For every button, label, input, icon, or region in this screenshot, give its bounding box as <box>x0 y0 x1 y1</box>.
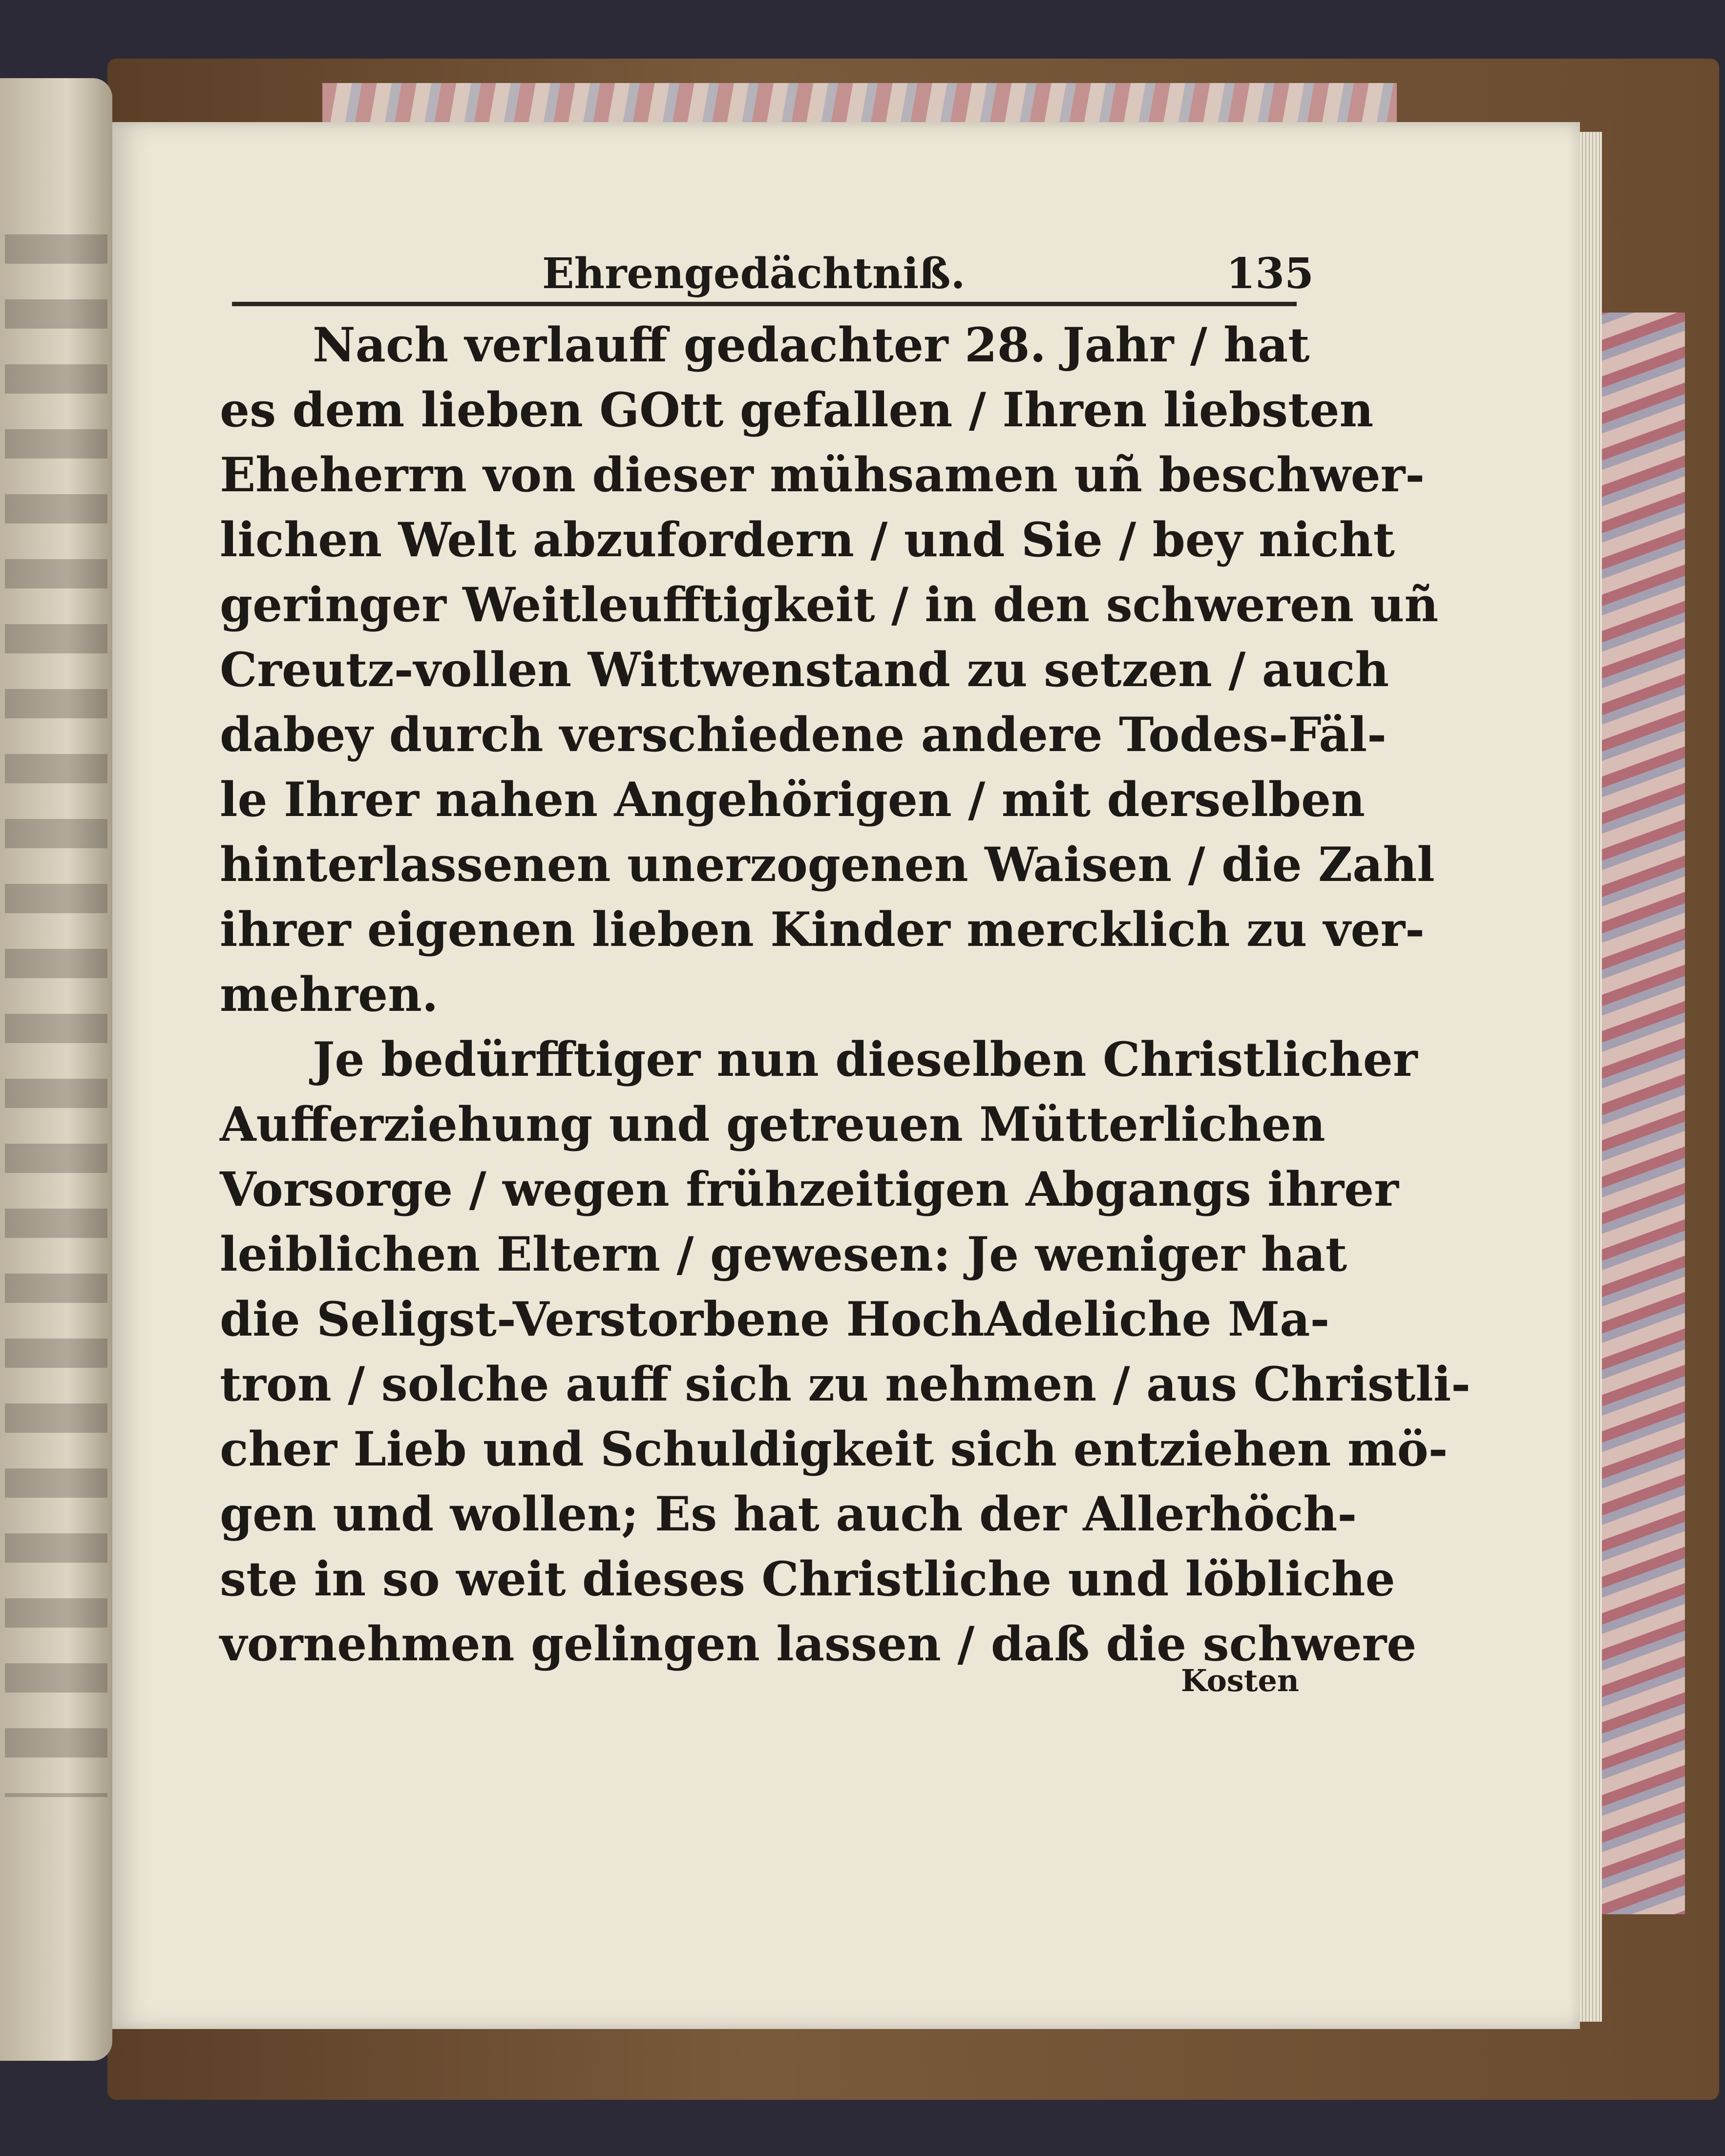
text-line: lichen Welt abzufordern / und Sie / bey nicht <box>220 512 1395 567</box>
text-line: gen und wollen; Es hat auch der Allerhöch- <box>220 1486 1357 1542</box>
text-line: le Ihrer nahen Angehörigen / mit derselben <box>220 772 1365 827</box>
text-line: Je bedürfftiger nun dieselben Christlicher <box>313 1032 1418 1087</box>
text-line: Creutz-vollen Wittwenstand zu setzen / auch <box>220 642 1389 697</box>
left-page-edge <box>0 78 112 2061</box>
text-line: leiblichen Eltern / gewesen: Je weniger hat <box>220 1227 1347 1282</box>
text-line: cher Lieb und Schuldigkeit sich entziehen mö- <box>220 1422 1448 1477</box>
text-line: ste in so weit dieses Christliche und löbliche <box>220 1551 1395 1607</box>
text-line: vornehmen gelingen lassen / daß die schwere <box>220 1616 1417 1672</box>
text-line: tron / solche auff sich zu nehmen / aus Christli- <box>220 1357 1471 1412</box>
text-line: die Seligst-Verstorbene HochAdeliche Ma- <box>220 1292 1330 1347</box>
page-header <box>230 249 1314 303</box>
text-line: geringer Weitleufftigkeit / in den schweren uñ <box>220 577 1439 632</box>
text-line: es dem lieben GOtt gefallen / Ihren liebsten <box>220 382 1374 438</box>
text-line: Aufferziehung und getreuen Mütterlichen <box>220 1097 1325 1152</box>
text-line: Nach verlauff gedachter 28. Jahr / hat <box>313 317 1310 373</box>
text-line: hinterlassenen unerzogenen Waisen / die Zahl <box>220 837 1435 892</box>
body-text <box>220 313 1471 1676</box>
page-number: 135 <box>1226 249 1314 298</box>
left-page-text-edge <box>5 234 107 1797</box>
header-rule <box>232 302 1297 306</box>
catchword: Kosten <box>1181 1663 1299 1698</box>
text-line: mehren. <box>220 967 439 1022</box>
running-title: Ehrengedächtniß. <box>542 249 966 298</box>
text-line: ihrer eigenen lieben Kinder mercklich zu ver- <box>220 902 1425 957</box>
text-line: dabey durch verschiedene andere Todes-Fäl- <box>220 707 1387 762</box>
text-line: Eheherrn von dieser mühsamen uñ beschwer- <box>220 447 1425 502</box>
text-line: Vorsorge / wegen frühzeitigen Abgangs ihrer <box>220 1162 1399 1217</box>
